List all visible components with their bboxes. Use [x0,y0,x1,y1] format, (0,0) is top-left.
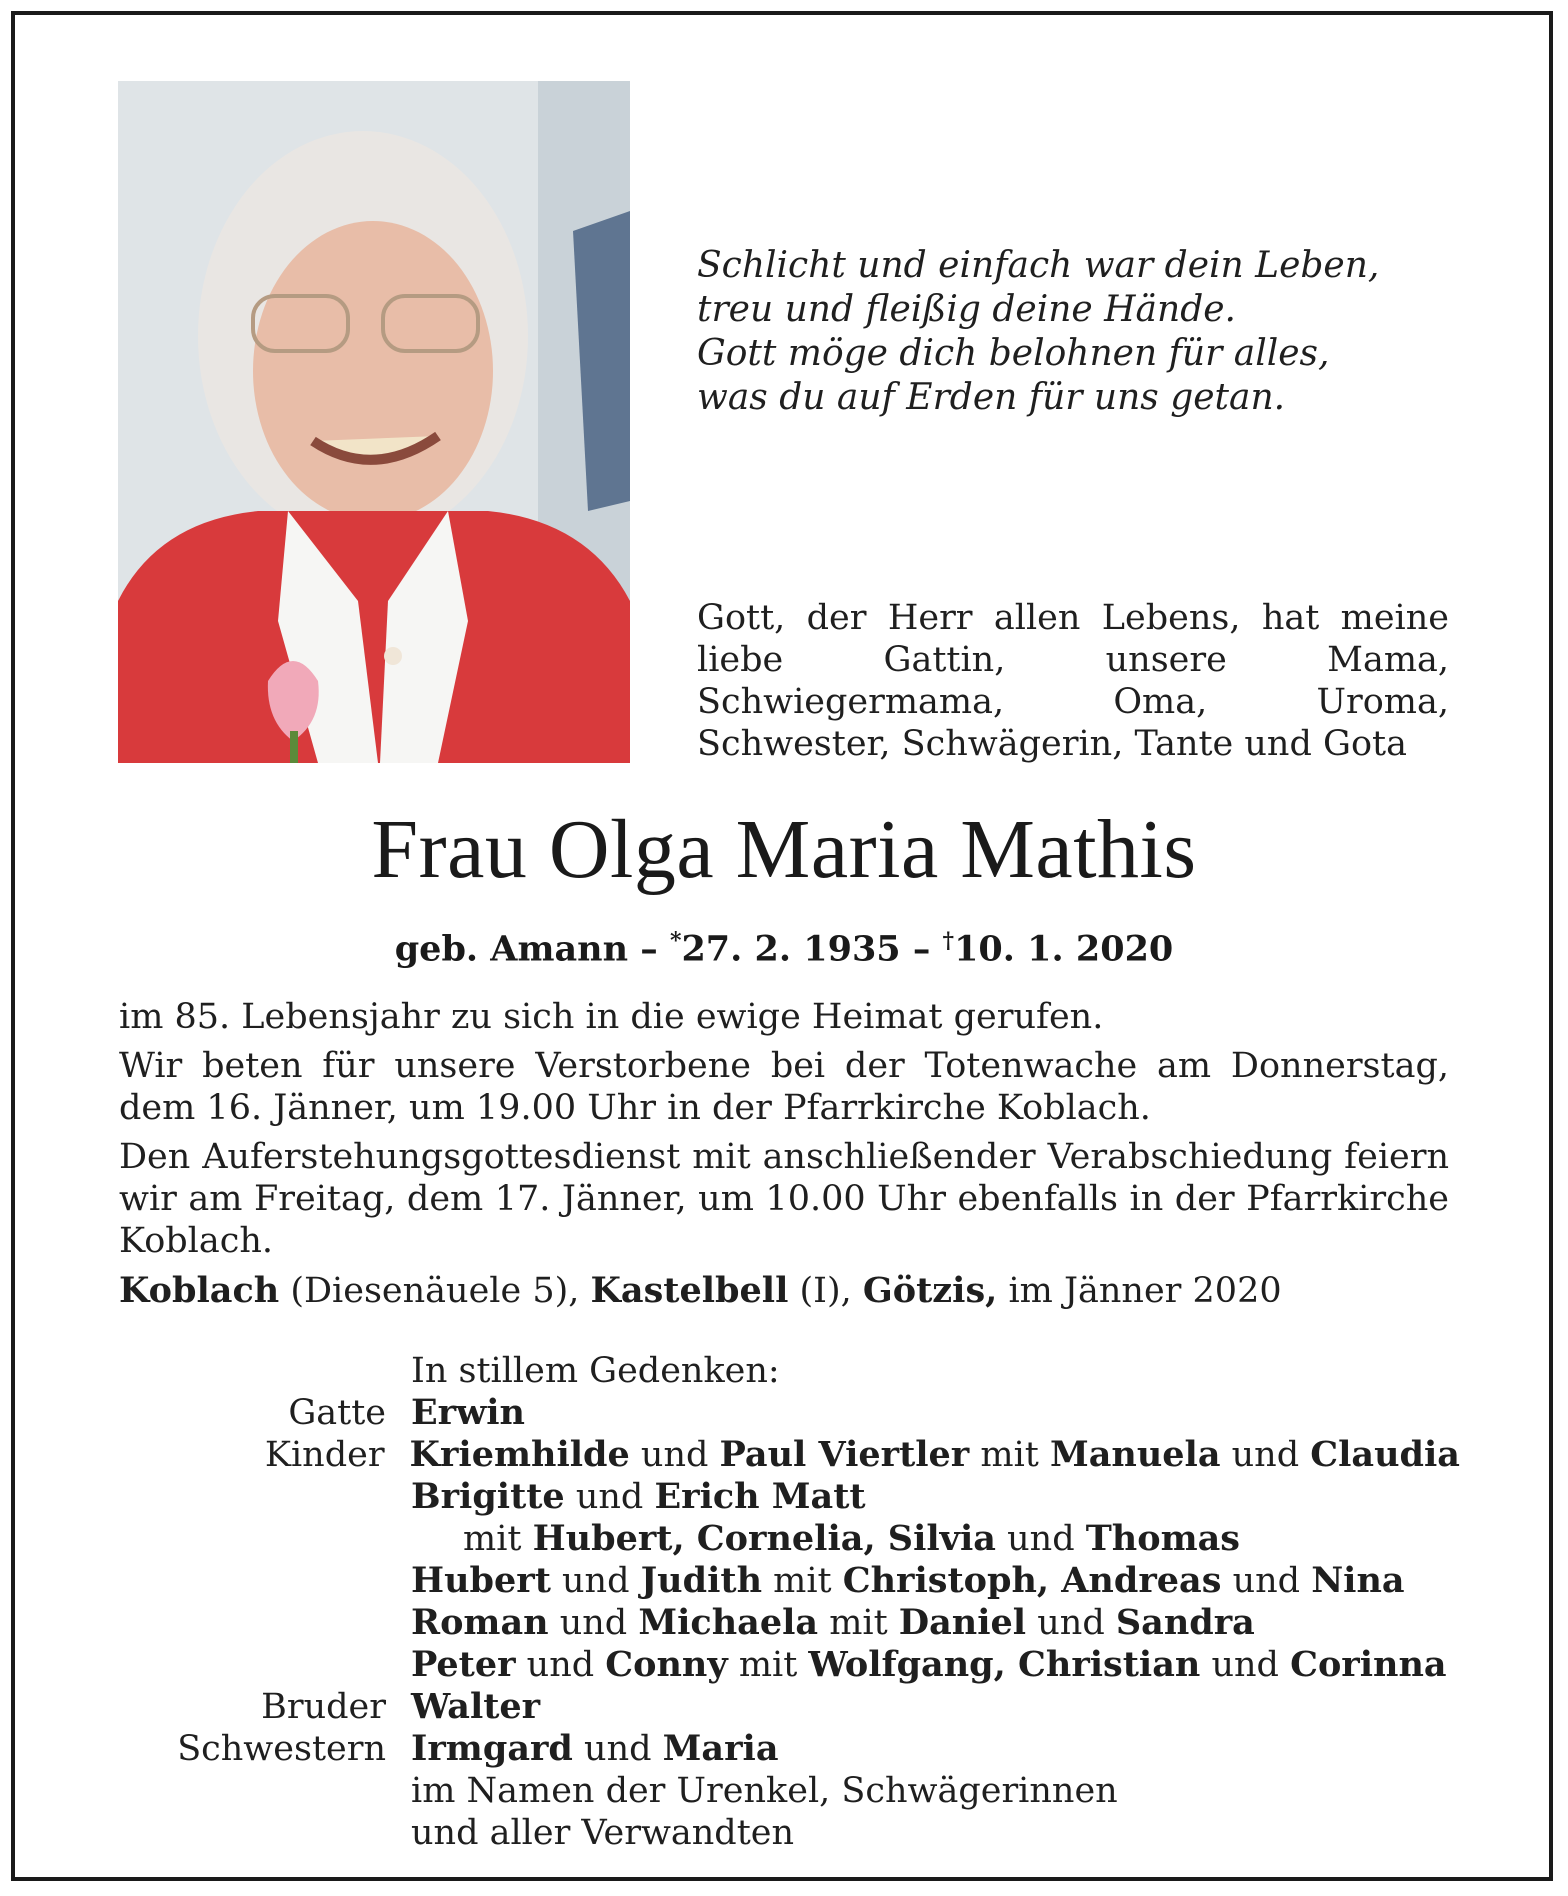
relation-label: Gatte [288,1393,386,1433]
conjunction: und [548,1603,639,1643]
mourner-name: Nina [1311,1560,1405,1601]
mourner-name: Hubert [411,1560,551,1601]
death-symbol: † [942,928,955,954]
conjunction: mit [818,1603,899,1643]
mourner-name: Christoph, Andreas [842,1560,1222,1601]
birth-date: 27. 2. 1935 [681,928,901,970]
relation-label: Kinder [264,1435,385,1475]
mourners-list [160,1350,1460,1854]
place-date-line [119,1270,1449,1312]
mourner-name: Judith [640,1560,763,1601]
separator: – [640,928,658,970]
conjunction: und [996,1519,1086,1559]
place-name: Kastelbell [590,1270,789,1311]
mourner-name: Corinna [1290,1644,1447,1685]
maiden-name: geb. Amann [394,928,629,970]
closing-row [160,1770,1460,1812]
verse-line: Schlicht und einfach war dein Leben, [697,245,1380,286]
mourner-name: Erwin [411,1392,525,1433]
mourner-name: Paul Viertler [719,1434,970,1475]
mourner-name: Manuela [1049,1434,1221,1475]
portrait-photo [118,81,630,763]
mourner-name: Walter [411,1686,541,1727]
body-paragraph: Wir beten für unsere Verstorbene bei der Totenwache am Donnerstag, dem 16. Jänner, um 19.00 Uhr in der Pfarrkirche Koblach. [119,1046,1449,1128]
notice-date: im Jänner 2020 [997,1271,1282,1311]
body-paragraph: Den Auferstehungsgottesdienst mit anschließender Verabschiedung feiern wir am Freitag, dem 17. Jänner, um 10.00 Uhr ebenfalls in der Pfarrkirche Koblach. [119,1137,1449,1261]
mourner-name: Kriemhilde [409,1434,630,1475]
body-paragraph: im 85. Lebensjahr zu sich in die ewige Heimat gerufen. [119,997,1104,1037]
place-detail: (Diesenäuele 5), [279,1271,591,1311]
mourner-name: Sandra [1115,1602,1255,1643]
mourner-row [160,1476,1460,1518]
conjunction: und [564,1477,655,1517]
mourner-row [160,1602,1460,1644]
mourner-row [160,1728,1460,1770]
relation-label: Bruder [261,1687,386,1727]
conjunction: und [515,1645,606,1685]
conjunction: mit [463,1519,533,1559]
separator: – [912,928,931,970]
mourner-row [160,1686,1460,1728]
conjunction: mit [969,1435,1050,1475]
closing-row [160,1812,1460,1854]
memorial-verse [697,244,1457,420]
notice-body [119,996,1449,1269]
mourner-name: Brigitte [411,1476,565,1517]
place-name: Koblach [119,1270,280,1311]
conjunction: mit [762,1561,843,1601]
mourner-name: Erich Matt [654,1476,866,1517]
mourner-row [160,1644,1460,1686]
relation-label: Schwestern [177,1729,386,1769]
mourner-name: Peter [411,1644,516,1685]
mourner-name: Maria [662,1728,779,1769]
mourner-row [160,1392,1460,1434]
death-date: 10. 1. 2020 [954,928,1174,970]
place-name: Götzis, [862,1270,998,1311]
mourners-heading-row [160,1350,1460,1392]
conjunction: und [1200,1645,1291,1685]
verse-line: was du auf Erden für uns getan. [697,377,1286,418]
verse-line: treu und fleißig deine Hände. [697,289,1236,330]
mourner-name: Michaela [638,1602,819,1643]
intro-text: Gott, der Herr allen Lebens, hat meine liebe Gattin, unsere Mama, Schwiegermama, Oma, Uroma, Schwester, Schwägerin, Tante und Gota [697,598,1449,764]
deceased-name: Frau Olga Maria Mathis [371,803,1197,896]
mourner-row [160,1434,1460,1476]
mourner-name: Irmgard [411,1728,573,1769]
closing-line: und aller Verwandten [411,1813,795,1853]
place-detail: (I), [788,1271,863,1311]
conjunction: und [572,1729,663,1769]
conjunction: und [1220,1435,1311,1475]
mourner-name: Claudia [1310,1434,1460,1475]
conjunction: und [629,1435,720,1475]
mourner-name: Wolfgang, Christian [808,1644,1201,1685]
conjunction: und [550,1561,641,1601]
mourner-row [160,1518,1460,1560]
mourner-name: Daniel [898,1602,1027,1643]
conjunction: mit [727,1645,809,1685]
mourner-name: Thomas [1085,1518,1241,1559]
mourner-name: Roman [411,1602,549,1643]
mourner-name: Conny [605,1644,728,1685]
mourner-row [160,1560,1460,1602]
closing-line: im Namen der Urenkel, Schwägerinnen [411,1771,1118,1811]
life-dates [0,919,1568,972]
conjunction: und [1026,1603,1116,1643]
verse-line: Gott möge dich belohnen für alles, [697,333,1330,374]
mourner-name: Hubert, Cornelia, Silvia [532,1518,996,1559]
conjunction: und [1221,1561,1312,1601]
mourners-heading: In stillem Gedenken: [411,1351,780,1391]
birth-symbol: * [669,928,682,954]
